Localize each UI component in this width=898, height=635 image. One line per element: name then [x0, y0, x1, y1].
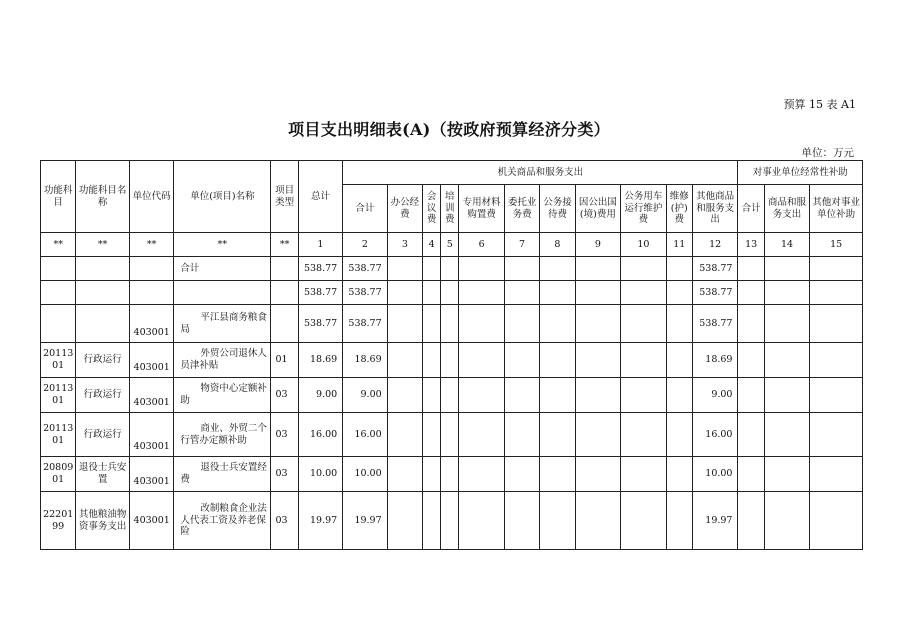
- col-vehicle: 公务用车运行维护费: [621, 185, 666, 233]
- col-special-material: 专用材料购置费: [459, 185, 504, 233]
- project-type-cell: [271, 257, 298, 281]
- subtotal-cell: 538.77: [343, 257, 387, 281]
- total-cell: 16.00: [298, 413, 342, 457]
- col-total: 总计: [298, 161, 342, 233]
- col-func-name: 功能科目名称: [76, 161, 130, 233]
- total-cell: 10.00: [298, 457, 342, 492]
- col-office: 办公经费: [387, 185, 422, 233]
- index-cell: **: [271, 233, 298, 257]
- func-name-cell: [76, 281, 130, 305]
- header-row-1: [41, 161, 863, 185]
- unit-name-cell: 平江县商务粮食局: [174, 305, 271, 343]
- index-cell: 15: [810, 233, 863, 257]
- func-name-cell: [76, 305, 130, 343]
- unit-code-cell: 403001: [129, 343, 173, 378]
- index-cell: **: [129, 233, 173, 257]
- col-unit-code: 单位代码: [129, 161, 173, 233]
- index-cell: 14: [764, 233, 809, 257]
- index-cell: 11: [666, 233, 692, 257]
- col-g2-other: 其他对事业单位补助: [810, 185, 863, 233]
- index-cell: 13: [738, 233, 764, 257]
- index-cell: 2: [343, 233, 387, 257]
- project-type-cell: 03: [271, 413, 298, 457]
- col-func-code: 功能科目: [41, 161, 76, 233]
- subtotal-cell: 10.00: [343, 457, 387, 492]
- index-cell: 5: [441, 233, 459, 257]
- table-reference: 预算 15 表 A1: [783, 98, 856, 111]
- other-goods-cell: 538.77: [692, 257, 738, 281]
- index-cell: 4: [423, 233, 441, 257]
- total-cell: 9.00: [298, 378, 342, 413]
- other-goods-cell: 10.00: [692, 457, 738, 492]
- unit-code-cell: [129, 281, 173, 305]
- unit-code-cell: 403001: [129, 413, 173, 457]
- unit-name-cell: 改制粮食企业法人代表工资及养老保险: [174, 492, 271, 550]
- subtotal-cell: 538.77: [343, 281, 387, 305]
- col-unit-name: 单位(项目)名称: [174, 161, 271, 233]
- index-cell: **: [76, 233, 130, 257]
- index-cell: 3: [387, 233, 422, 257]
- col-project-type: 项目类型: [271, 161, 298, 233]
- index-cell: 7: [504, 233, 539, 257]
- other-goods-cell: 9.00: [692, 378, 738, 413]
- project-type-cell: [271, 305, 298, 343]
- index-cell: 8: [540, 233, 575, 257]
- index-cell: **: [41, 233, 76, 257]
- col-group-goods-services: 机关商品和服务支出: [343, 161, 738, 185]
- unit-code-cell: 403001: [129, 492, 173, 550]
- table-row: [41, 378, 863, 413]
- func-name-cell: 行政运行: [76, 413, 130, 457]
- table-row: [41, 257, 863, 281]
- col-group-subsidies: 对事业单位经常性补助: [738, 161, 863, 185]
- index-cell: 6: [459, 233, 504, 257]
- index-cell: 1: [298, 233, 342, 257]
- unit-code-cell: 403001: [129, 305, 173, 343]
- total-cell: 18.69: [298, 343, 342, 378]
- index-cell: 12: [692, 233, 738, 257]
- unit-code-cell: 403001: [129, 457, 173, 492]
- unit-label: 单位：万元: [801, 147, 854, 159]
- other-goods-cell: 19.97: [692, 492, 738, 550]
- col-reception: 公务接待费: [540, 185, 575, 233]
- subtotal-cell: 18.69: [343, 343, 387, 378]
- col-abroad: 因公出国(境)费用: [575, 185, 620, 233]
- func-name-cell: 行政运行: [76, 378, 130, 413]
- subtotal-cell: 19.97: [343, 492, 387, 550]
- expenditure-table: [40, 160, 863, 550]
- other-goods-cell: 18.69: [692, 343, 738, 378]
- col-commission: 委托业务费: [504, 185, 539, 233]
- func-name-cell: 其他粮油物资事务支出: [76, 492, 130, 550]
- unit-name-cell: [174, 281, 271, 305]
- func-code-cell: 2011301: [41, 378, 76, 413]
- table-row: [41, 457, 863, 492]
- total-cell: 19.97: [298, 492, 342, 550]
- other-goods-cell: 16.00: [692, 413, 738, 457]
- func-code-cell: 2011301: [41, 343, 76, 378]
- other-goods-cell: 538.77: [692, 281, 738, 305]
- project-type-cell: [271, 281, 298, 305]
- total-cell: 538.77: [298, 257, 342, 281]
- table-row: [41, 492, 863, 550]
- func-code-cell: 2080901: [41, 457, 76, 492]
- table-row: [41, 305, 863, 343]
- unit-code-cell: 403001: [129, 378, 173, 413]
- subtotal-cell: 538.77: [343, 305, 387, 343]
- project-type-cell: 03: [271, 457, 298, 492]
- func-code-cell: 2011301: [41, 413, 76, 457]
- unit-name-cell: 商业、外贸二个行管办定额补助: [174, 413, 271, 457]
- unit-name-cell: 合计: [174, 257, 271, 281]
- page-title: 项目支出明细表(A)（按政府预算经济分类）: [288, 120, 610, 139]
- col-meeting: 会议费: [423, 185, 441, 233]
- index-row: [41, 233, 863, 257]
- func-code-cell: 2220199: [41, 492, 76, 550]
- index-cell: 9: [575, 233, 620, 257]
- func-code-cell: [41, 281, 76, 305]
- unit-code-cell: [129, 257, 173, 281]
- col-g2-goods: 商品和服务支出: [764, 185, 809, 233]
- col-training: 培训费: [441, 185, 459, 233]
- unit-name-cell: 退役士兵安置经费: [174, 457, 271, 492]
- unit-name-cell: 外贸公司退休人员津补贴: [174, 343, 271, 378]
- col-other-goods: 其他商品和服务支出: [692, 185, 738, 233]
- col-g2-subtotal: 合计: [738, 185, 764, 233]
- total-cell: 538.77: [298, 305, 342, 343]
- subtotal-cell: 9.00: [343, 378, 387, 413]
- subtotal-cell: 16.00: [343, 413, 387, 457]
- index-cell: 10: [621, 233, 666, 257]
- func-name-cell: 行政运行: [76, 343, 130, 378]
- table-row: [41, 281, 863, 305]
- func-name-cell: 退役士兵安置: [76, 457, 130, 492]
- col-g1-subtotal: 合计: [343, 185, 387, 233]
- col-maintenance: 维修(护)费: [666, 185, 692, 233]
- func-code-cell: [41, 305, 76, 343]
- func-code-cell: [41, 257, 76, 281]
- project-type-cell: 01: [271, 343, 298, 378]
- func-name-cell: [76, 257, 130, 281]
- table-row: [41, 343, 863, 378]
- project-type-cell: 03: [271, 492, 298, 550]
- total-cell: 538.77: [298, 281, 342, 305]
- project-type-cell: 03: [271, 378, 298, 413]
- index-cell: **: [174, 233, 271, 257]
- unit-name-cell: 物资中心定额补助: [174, 378, 271, 413]
- other-goods-cell: 538.77: [692, 305, 738, 343]
- table-row: [41, 413, 863, 457]
